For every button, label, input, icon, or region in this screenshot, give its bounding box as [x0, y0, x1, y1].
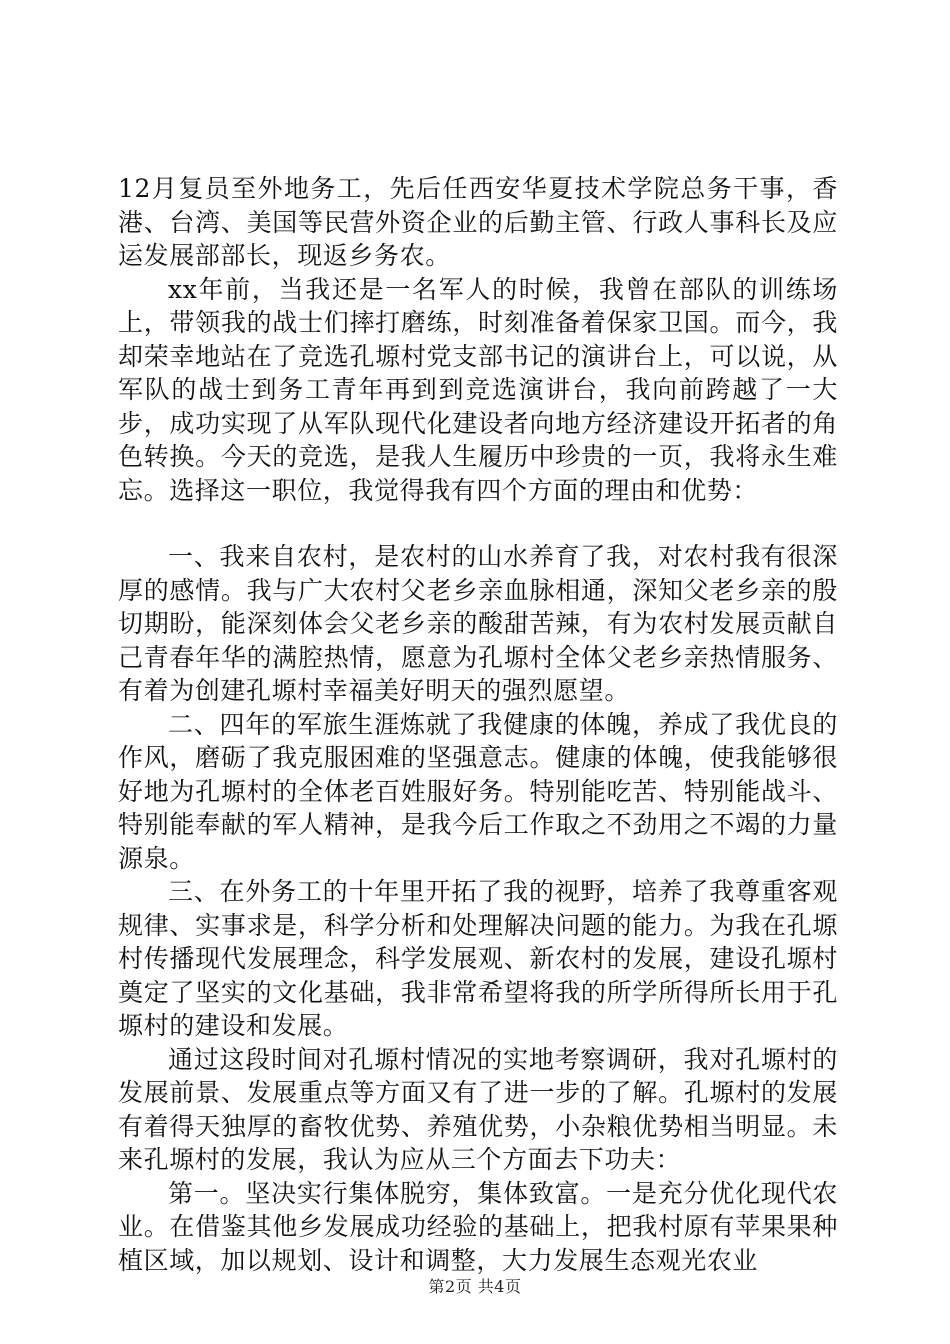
paragraph-2: xx年前，当我还是一名军人的时候，我曾在部队的训练场上，带领我的战士们摔打磨练，时刻准备着保家卫国。而今，我却荣幸地站在了竞选孔塬村党支部书记的演讲台上，可以说，从军队的战士到务工青年再到到竞选演讲台，我向前跨越了一大步，成功实现了从军队现代化建设者向地方经济建设开拓者的角色转换。今天的竞选，是我人生履历中珍贵的一页，我将永生难忘。选择这一职位，我觉得我有四个方面的理由和优势：: [118, 274, 838, 505]
paragraph-7: 第一。坚决实行集体脱穷，集体致富。一是充分优化现代农业。在借鉴其他乡发展成功经验的基础上，把我村原有苹果果种植区域，加以规划、设计和调整，大力发展生态观光农业: [118, 1178, 838, 1275]
paragraph-3: 一、我来自农村，是农村的山水养育了我，对农村我有很深厚的感情。我与广大农村父老乡亲血脉相通，深知父老乡亲的殷切期盼，能深刻体会父老乡亲的酸甜苦辣，有为农村发展贡献自己青春年华的满腔热情，愿意为孔塬村全体父老乡亲热情服务、有着为创建孔塬村幸福美好明天的强烈愿望。: [118, 542, 838, 705]
page-footer: 第2页 共4页: [428, 1277, 522, 1296]
paragraph-1: 12月复员至外地务工，先后任西安华夏技术学院总务干事，香港、台湾、美国等民营外资企业的后勤主管、行政人事科长及应运发展部部长，现返乡务农。: [118, 174, 838, 270]
paragraph-4: 二、四年的军旅生涯炼就了我健康的体魄，养成了我优良的作风，磨砺了我克服困难的坚强意志。健康的体魄，使我能够很好地为孔塬村的全体老百姓服好务。特别能吃苦、特别能战斗、特别能奉献的军人精神，是我今后工作取之不劲用之不竭的力量源泉。: [118, 709, 838, 873]
document-body: [118, 172, 838, 1277]
paragraph-6: 通过这段时间对孔塬村情况的实地考察调研，我对孔塬村的发展前景、发展重点等方面又有了进一步的了解。孔塬村的发展有着得天独厚的畜牧优势、养殖优势，小杂粮优势相当明显。未来孔塬村的发展，我认为应从三个方面去下功夫：: [118, 1044, 838, 1174]
paragraph-5: 三、在外务工的十年里开拓了我的视野，培养了我尊重客观规律、实事求是，科学分析和处理解决问题的能力。为我在孔塬村传播现代发展理念，科学发展观、新农村的发展，建设孔塬村奠定了坚实的文化基础，我非常希望将我的所学所得所长用于孔塬村的建设和发展。: [118, 877, 838, 1040]
